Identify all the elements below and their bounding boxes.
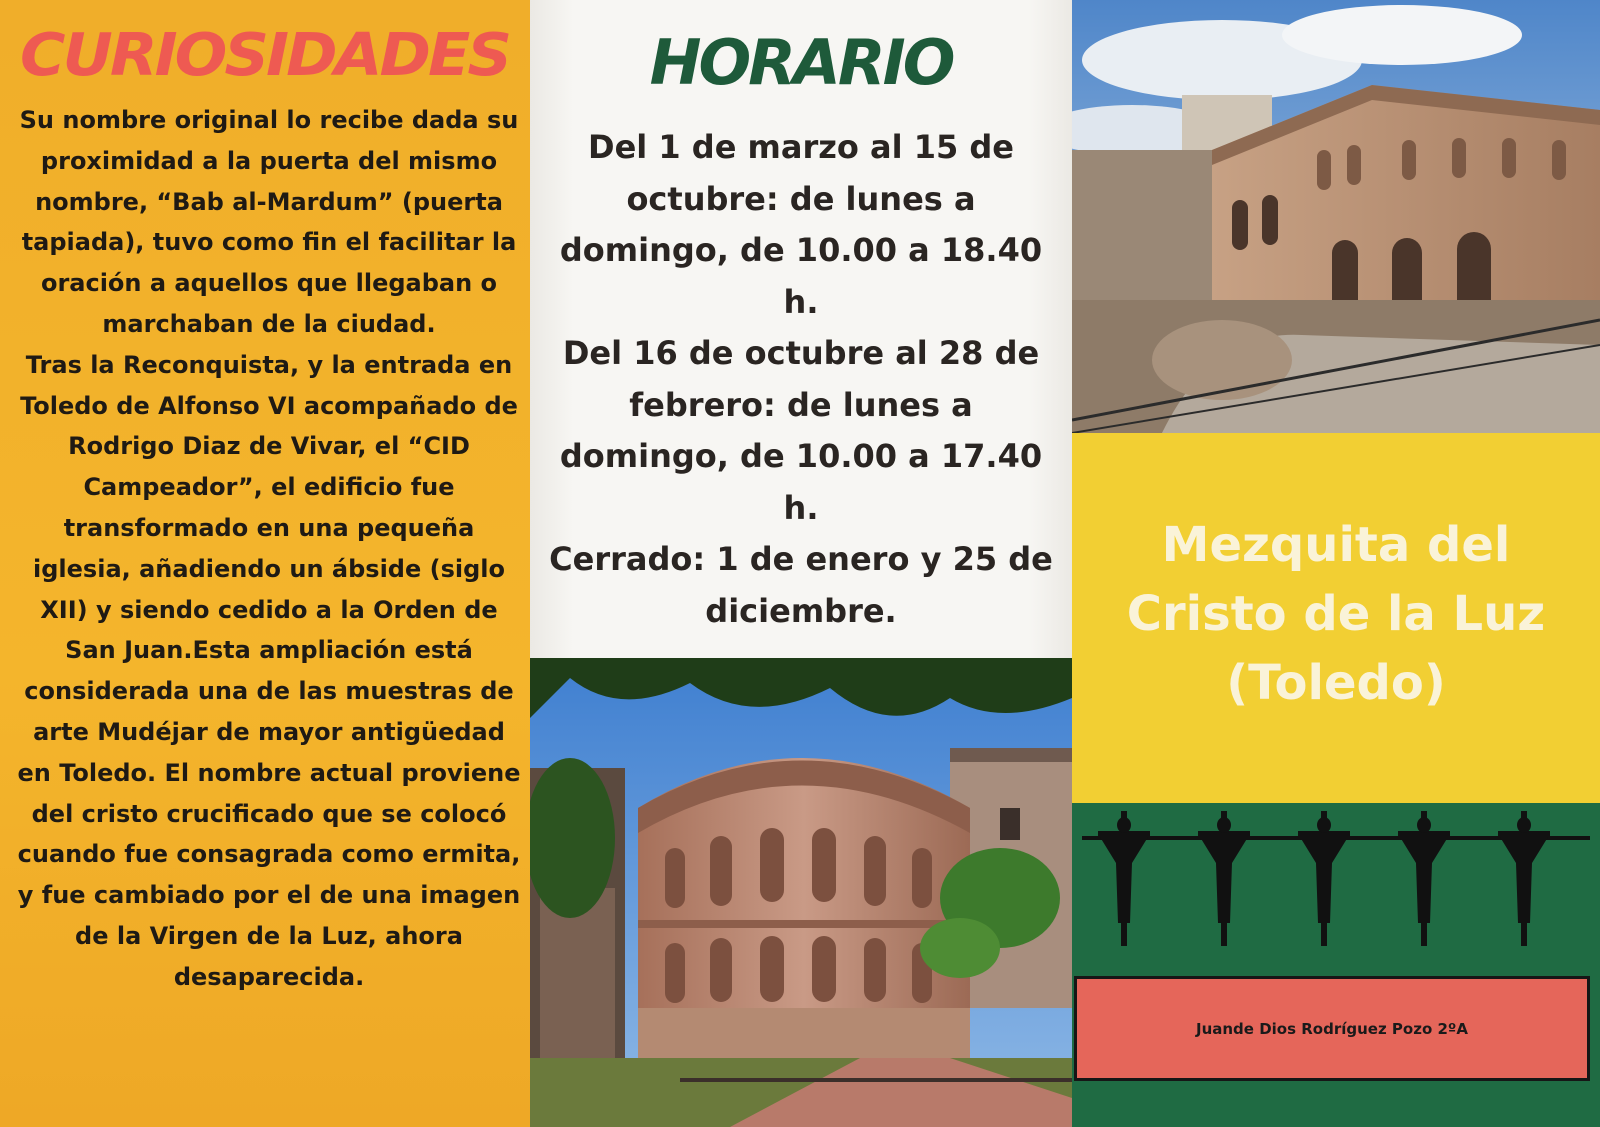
horario-title: HORARIO [649,26,953,99]
horario-panel [530,0,1072,1127]
brochure-title-line-1: Mezquita del [1161,517,1511,573]
crucifix-icon [1498,811,1550,946]
curiosidades-paragraph-2: Tras la Reconquista, y la entrada en Toledo de Alfonso VI acompañado de Rodrigo Diaz de Vivar, el “CID Campeador”, el edificio fue transformado en una pequeña iglesia, añadiendo un ábside (siglo XII) y siendo cedido a la Orden de San Juan.Esta ampliación está considerada una de las muestras de arte Mudéjar de mayor antigüedad en Toledo. El nombre actual proviene del cristo crucificado que se colocó cuando fue consagrada como ermita, y fue cambiado por el de una imagen de la Virgen de la Luz, ahora desaparecida. [17,350,521,991]
horario-line-3: Cerrado: 1 de enero y 25 de diciembre. [549,540,1053,630]
curiosidades-panel [0,0,530,1127]
mosque-photo [1072,0,1600,433]
crucifix-row [1072,803,1600,963]
crucifix-icon [1398,811,1450,946]
crucifix-block [1072,803,1600,1127]
crucifix-icon [1198,811,1250,946]
curiosidades-paragraph-1: Su nombre original lo recibe dada su proximidad a la puerta del mismo nombre, “Bab al-Mardum” (puerta tapiada), tuvo como fin el facilitar la oración a aquellos que llegaban o marchaban de la ciudad. [19,106,519,338]
horario-text [540,122,1062,637]
title-block [1072,433,1600,803]
brochure-title [1072,511,1600,718]
curiosidades-title: CURIOSIDADES [20,19,510,90]
curiosidades-text [14,100,524,998]
cover-panel [1072,0,1600,1127]
horario-line-2: Del 16 de octubre al 28 de febrero: de lunes a domingo, de 10.00 a 17.40 h. [559,334,1043,527]
crucifix-icon [1298,811,1350,946]
apse-photo [530,658,1072,1127]
brochure-title-line-3: (Toledo) [1226,655,1446,711]
brochure-title-line-2: Cristo de la Luz [1126,586,1546,642]
author-name: Juande Dios Rodríguez Pozo 2ºA [1196,1019,1468,1038]
horario-line-1: Del 1 de marzo al 15 de octubre: de lunes a domingo, de 10.00 a 18.40 h. [559,128,1043,321]
author-box [1074,976,1590,1081]
crucifix-icon [1098,811,1150,946]
